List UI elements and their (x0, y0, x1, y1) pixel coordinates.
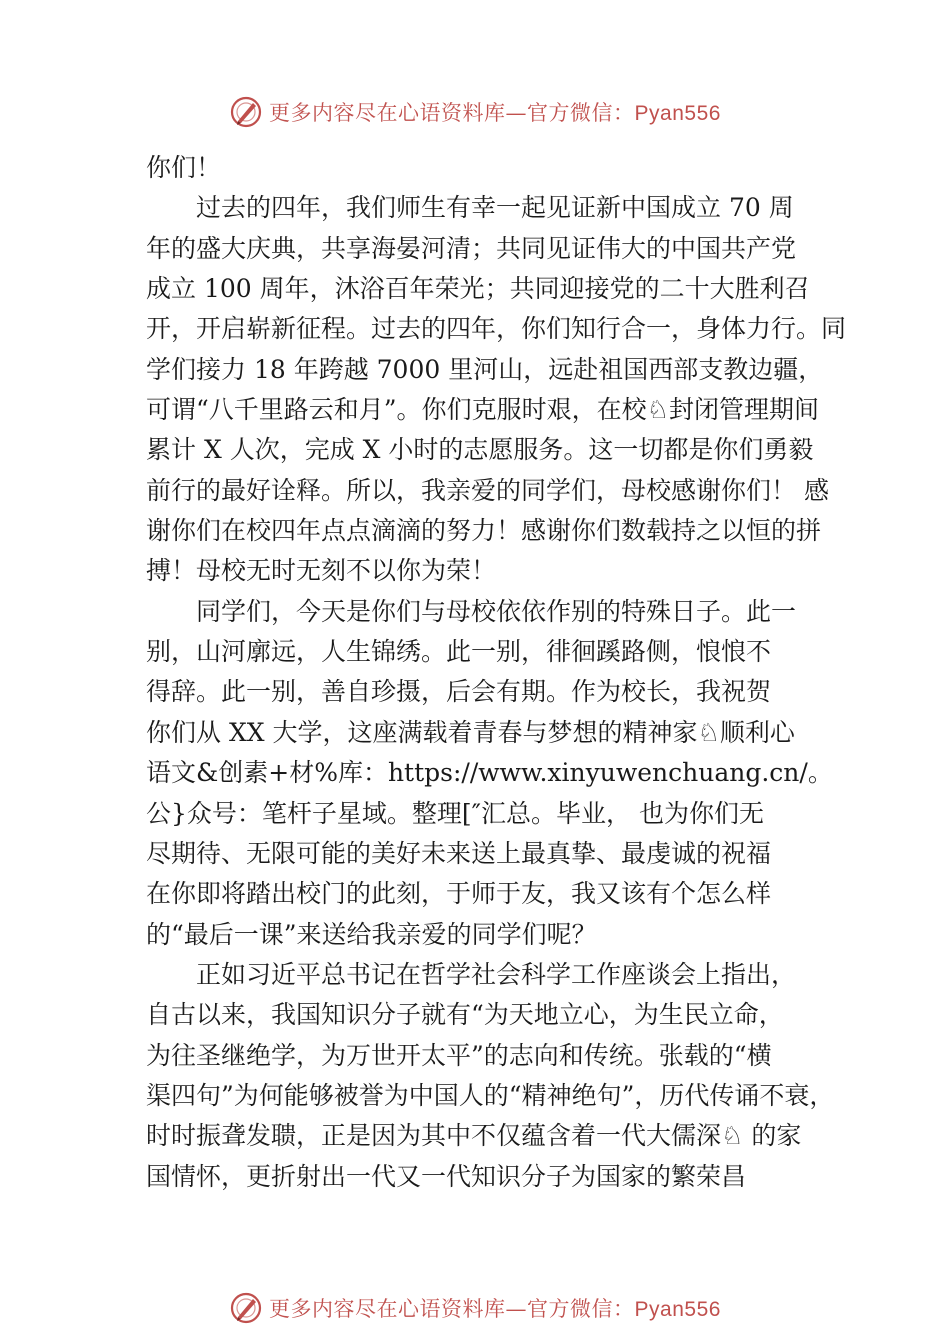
text-line: 时时振聋发聩，正是因为其中不仅蕴含着一代大儒深♘ 的家 (146, 1121, 802, 1151)
text-line: 别，山河廓远，人生锦绣。此一别，徘徊蹊路侧，悢悢不 (146, 637, 772, 667)
text-line: 的“最后一课”来送给我亲爱的同学们呢？ (146, 919, 597, 949)
text-line: 渠四句”为何能够被誉为中国人的“精神绝句”，历代传诵不衰， (146, 1080, 835, 1110)
text-line: 搏！母校无时无刻不以你为荣！ (146, 556, 497, 586)
header-banner-text (269, 97, 721, 127)
text-line: 学们接力 18 年跨越 7000 里河山，远赴祖国西部支教边疆， (146, 354, 824, 384)
header-banner-title: 更多内容尽在心语资料库 (269, 101, 506, 125)
text-line: 公}众号：笔杆子星域。整理[″汇总。毕业， 也为你们无 (146, 798, 764, 828)
pen-circle-logo-icon (229, 95, 263, 129)
footer-banner-title: 更多内容尽在心语资料库 (269, 1297, 506, 1321)
footer-banner-text (269, 1293, 721, 1323)
pen-circle-logo-icon (229, 1291, 263, 1325)
footer-banner (0, 1288, 950, 1328)
header-banner (0, 92, 950, 132)
text-line: 成立 100 周年，沐浴百年荣光；共同迎接党的二十大胜利召 (146, 274, 810, 304)
text-line-url: 语文&创素+材%库：https://www.xinyuwenchuang.cn/。 (146, 758, 833, 788)
header-banner-wechat-label: 官方微信： (527, 101, 635, 125)
text-line: 为往圣继绝学，为万世开太平”的志向和传统。张载的“横 (146, 1040, 772, 1070)
footer-banner-wechat-label: 官方微信： (527, 1297, 635, 1321)
text-line: 国情怀，更折射出一代又一代知识分子为国家的繁荣昌 (146, 1161, 747, 1191)
text-line: 自古以来，我国知识分子就有“为天地立心，为生民立命， (146, 1000, 784, 1030)
text-line: 前行的最好诠释。所以，我亲爱的同学们，母校感谢你们！ 感 (146, 475, 829, 505)
text-line: 可谓“八千里路云和月”。你们克服时艰，在校♘封闭管理期间 (146, 395, 819, 425)
text-line: 得辞。此一别，善自珍摄，后会有期。作为校长，我祝贺 (146, 677, 772, 707)
footer-banner-separator: — (505, 1297, 528, 1321)
text-line: 过去的四年，我们师生有幸一起见证新中国成立 70 周 (196, 193, 794, 223)
document-body (146, 148, 847, 1197)
text-line: 年的盛大庆典，共享海晏河清；共同见证伟大的中国共产党 (146, 233, 797, 263)
text-line: 正如习近平总书记在哲学社会科学工作座谈会上指出， (196, 959, 797, 989)
text-line: 你们从 XX 大学，这座满载着青春与梦想的精神家♘顺利心 (146, 717, 795, 747)
text-line: 在你即将踏出校门的此刻，于师于友，我又该有个怎么样 (146, 879, 772, 909)
text-line: 尽期待、无限可能的美好未来送上最真挚、最虔诚的祝福 (146, 838, 772, 868)
header-banner-wechat-id: Pyan556 (634, 102, 721, 125)
text-line: 开，开启崭新征程。过去的四年，你们知行合一，身体力行。同 (146, 314, 847, 344)
footer-banner-wechat-id: Pyan556 (634, 1298, 721, 1321)
text-line: 同学们，今天是你们与母校依依作别的特殊日子。此一 (196, 596, 797, 626)
header-banner-separator: — (505, 101, 528, 125)
text-line: 你们！ (146, 153, 222, 182)
text-line: 谢你们在校四年点点滴滴的努力！感谢你们数载持之以恒的拼 (146, 516, 822, 546)
text-line: 累计 X 人次，完成 X 小时的志愿服务。这一切都是你们勇毅 (146, 435, 814, 465)
